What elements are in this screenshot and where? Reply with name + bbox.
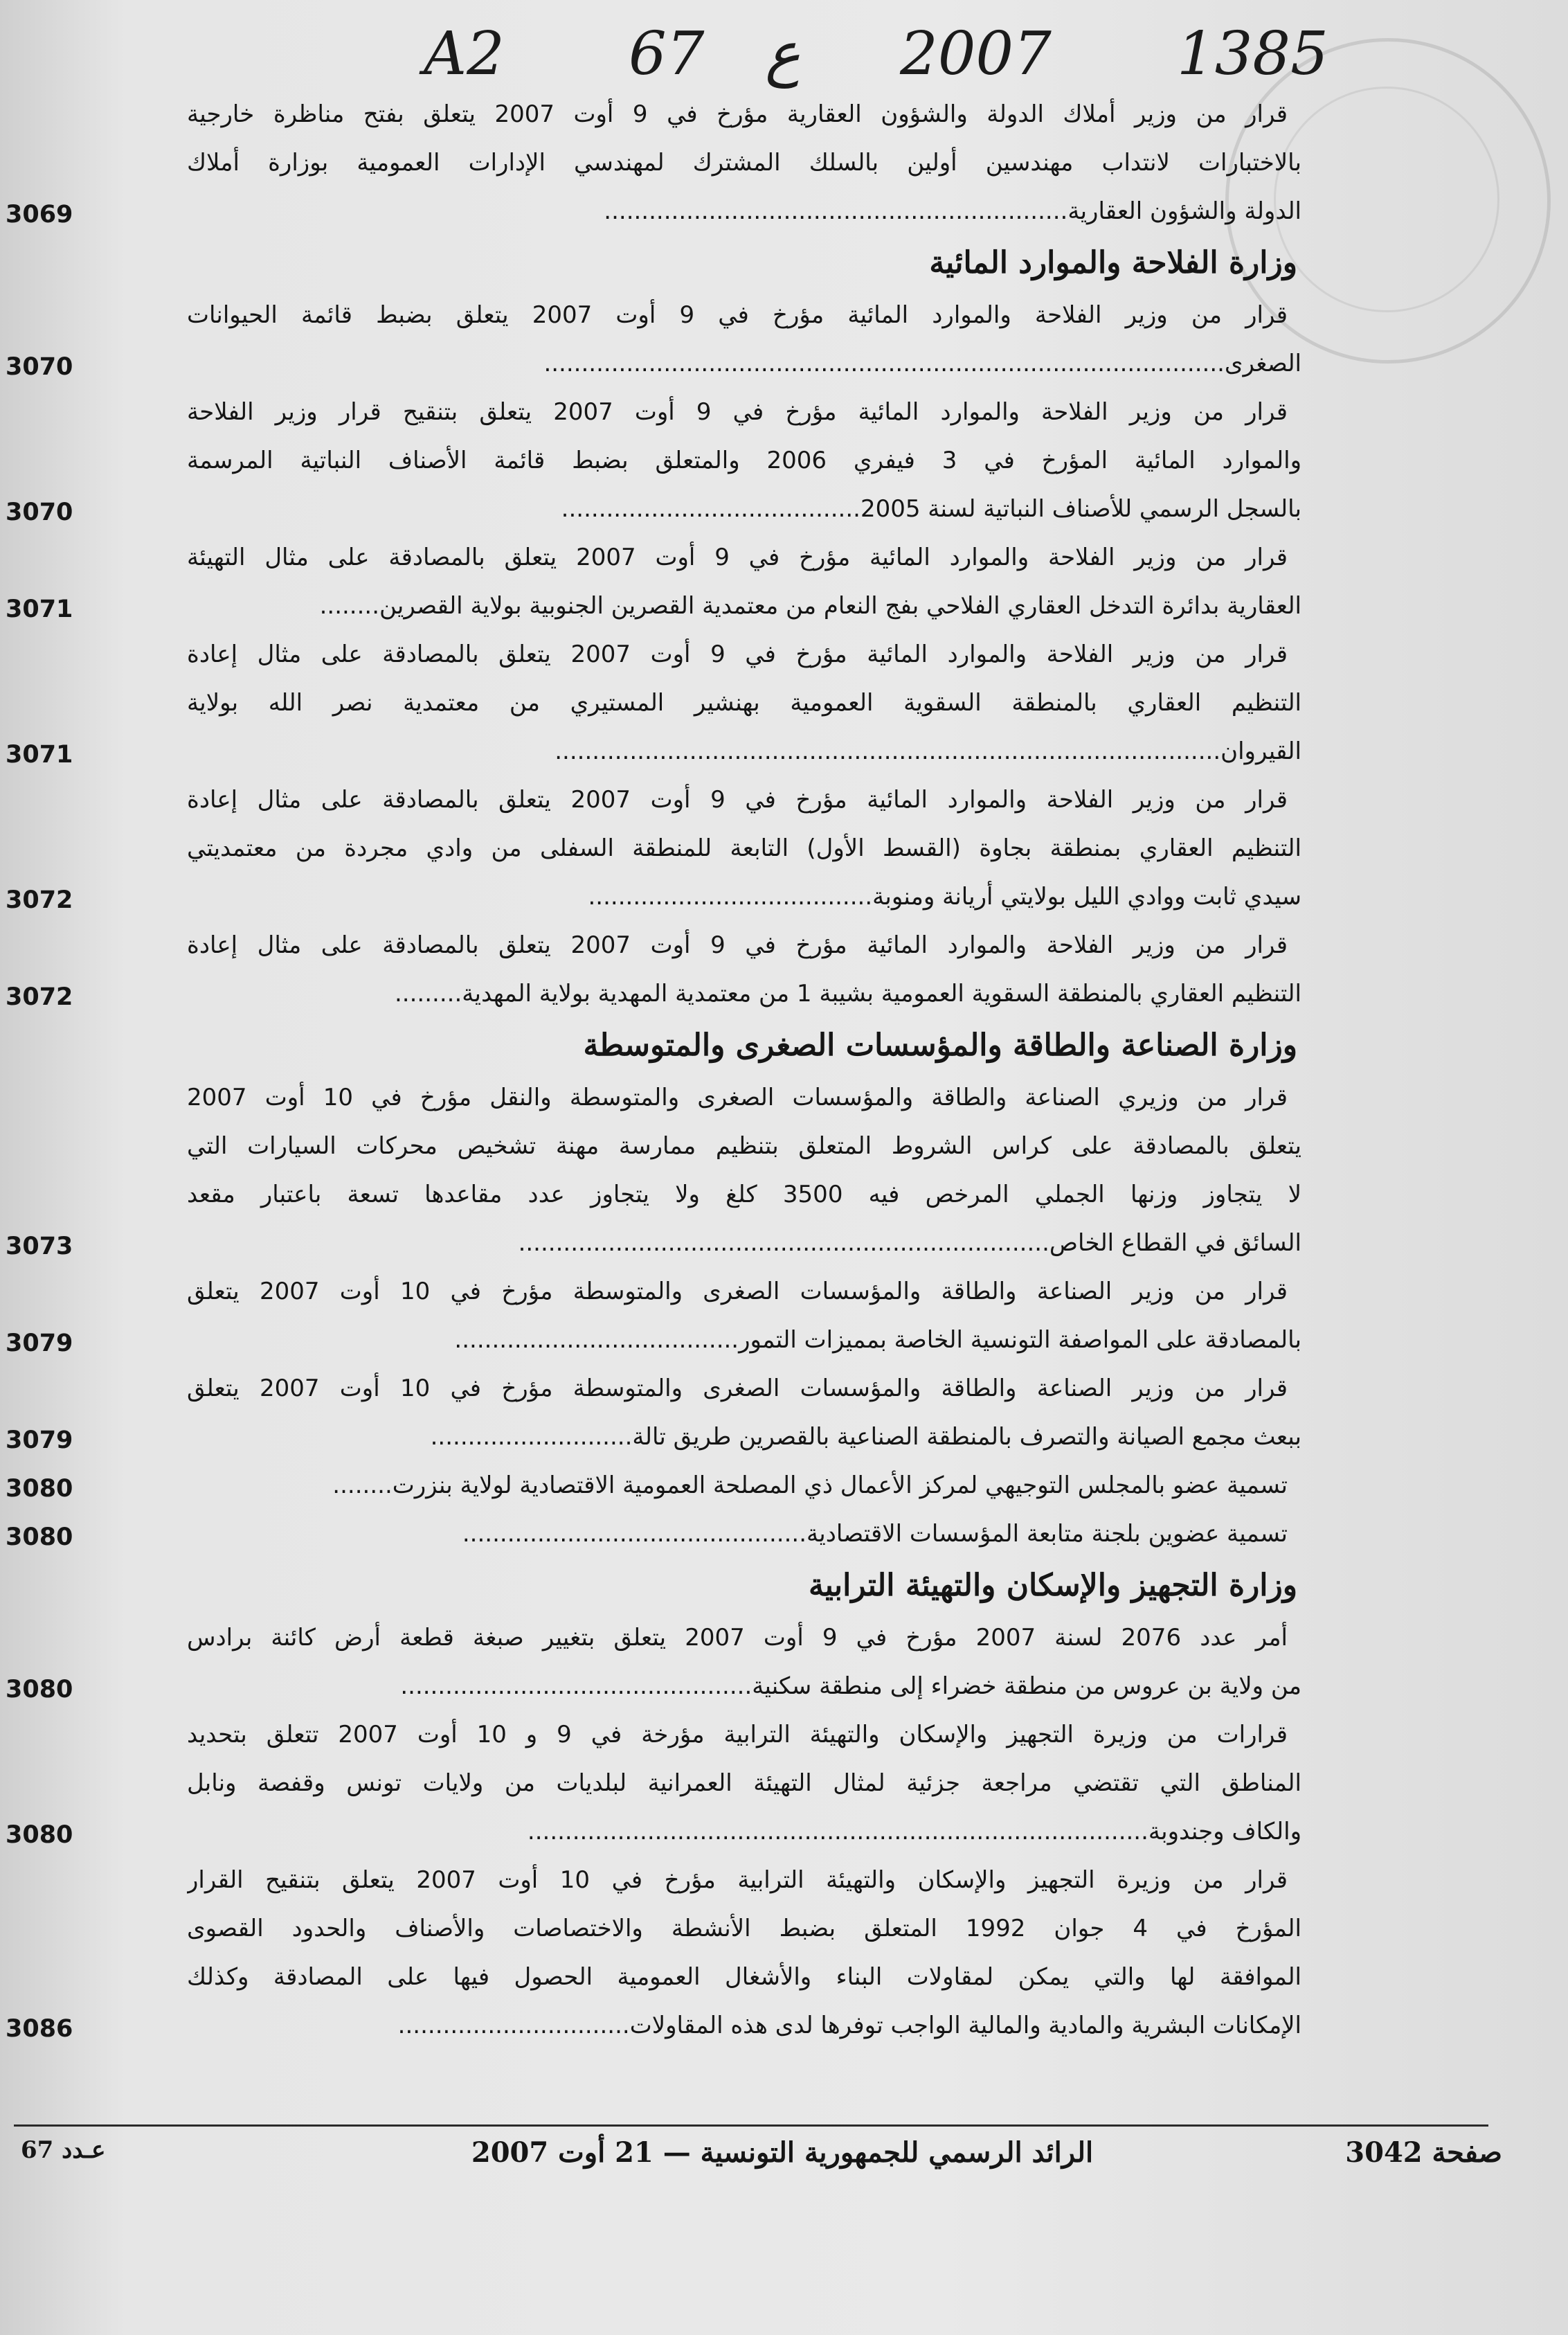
toc-page-number: 3071 <box>6 741 73 769</box>
toc-entry <box>6 1461 1301 1510</box>
toc-entry <box>6 921 1301 1018</box>
toc-entry <box>6 1267 1301 1364</box>
toc-entry-line: ببعث مجمع الصيانة والتصرف بالمنطقة الصناعية بالقصرين طريق تالة........................... <box>430 1423 1301 1451</box>
toc-page-number: 3080 <box>6 1523 73 1551</box>
footer-issue-number: عـدد 67 <box>21 2136 106 2164</box>
footer-page-number: صفحة 3042 <box>1345 2136 1502 2169</box>
handwritten-note-a2: A2 <box>424 19 505 89</box>
toc-entry-line: قرارات من وزيرة التجهيز والإسكان والتهيئة الترابية مؤرخة في 9 و 10 أوت 2007 تتعلق بتحديد <box>187 1721 1288 1748</box>
toc-page-number: 3086 <box>6 2015 73 2043</box>
toc-entry-line: قرار من وزيري الصناعة والطاقة والمؤسسات الصغرى والمتوسطة والنقل مؤرخ في 10 أوت 2007 <box>187 1084 1288 1111</box>
toc-entry <box>6 291 1301 388</box>
toc-page-number: 3079 <box>6 1330 73 1357</box>
toc-entry-line: السائق في القطاع الخاص....................................................................... <box>518 1229 1301 1257</box>
toc-page-number: 3080 <box>6 1475 73 1503</box>
section-title: وزارة الصناعة والطاقة والمؤسسات الصغرى والمتوسطة <box>583 1028 1297 1063</box>
toc-entry-line: التنظيم العقاري بالمنطقة السقوية العمومية بهنشير المستيري من معتمدية نصر الله بولاية <box>187 689 1301 717</box>
toc-entry-line: أمر عدد 2076 لسنة 2007 مؤرخ في 9 أوت 2007 يتعلق بتغيير صبغة قطعة أرض كائنة برادس <box>187 1624 1288 1652</box>
faded-stamp-inner <box>1274 87 1499 312</box>
toc-entry <box>6 630 1301 776</box>
toc-page-number: 3072 <box>6 983 73 1011</box>
toc-entry-line: التنظيم العقاري بالمنطقة السقوية العمومية بشيبة 1 من معتمدية المهدية بولاية المهدية......... <box>395 980 1301 1008</box>
handwritten-note-1385: 1385 <box>1177 19 1328 89</box>
toc-entry-line: يتعلق بالمصادقة على كراس الشروط المتعلق بتنظيم ممارسة مهنة تشخيص محركات السيارات التي <box>187 1132 1301 1160</box>
toc-entry-line: تسمية عضوين بلجنة متابعة المؤسسات الاقتصادية.............................................. <box>462 1520 1288 1548</box>
toc-entry-line: قرار من وزير الفلاحة والموارد المائية مؤرخ في 9 أوت 2007 يتعلق بالمصادقة على مثال التهيئة <box>187 544 1288 571</box>
toc-entry-line: المؤرخ في 4 جوان 1992 المتعلق بضبط الأنشطة والاختصاصات والأصناف والحدود القصوى <box>187 1915 1301 1942</box>
handwritten-note-2007: 2007 <box>900 19 1052 89</box>
toc-entry <box>6 90 1301 235</box>
toc-entry-line: قرار من وزير الفلاحة والموارد المائية مؤرخ في 9 أوت 2007 يتعلق بضبط قائمة الحيوانات <box>187 301 1288 329</box>
toc-entry-line: قرار من وزير الصناعة والطاقة والمؤسسات الصغرى والمتوسطة مؤرخ في 10 أوت 2007 يتعلق <box>187 1278 1288 1305</box>
toc-entry-line: والكاف وجندوبة................................................................................... <box>527 1818 1301 1845</box>
toc-entry-line: الدولة والشؤون العقارية.............................................................. <box>604 197 1301 225</box>
section-title: وزارة التجهيز والإسكان والتهيئة الترابية <box>809 1568 1297 1603</box>
toc-entry-line: التنظيم العقاري بمنطقة بجاوة (القسط الأول) التابعة للمنطقة السفلى من وادي مجردة من معتمديتي <box>187 834 1301 862</box>
toc-page-number: 3069 <box>6 201 73 229</box>
toc-entry <box>6 776 1301 921</box>
footer-journal-title: الرائد الرسمي للجمهورية التونسية — 21 أوت 2007 <box>471 2136 1094 2169</box>
toc-entry-line: قرار من وزير أملاك الدولة والشؤون العقارية مؤرخ في 9 أوت 2007 يتعلق بفتح مناظرة خارجية <box>187 100 1288 128</box>
toc-entry-line: الإمكانات البشرية والمادية والمالية الواجب توفرها لدى هذه المقاولات............................... <box>397 2012 1301 2039</box>
toc-entry-line: والموارد المائية المؤرخ في 3 فيفري 2006 والمتعلق بضبط قائمة الأصناف النباتية المرسمة <box>187 447 1301 474</box>
toc-page-number: 3071 <box>6 596 73 623</box>
table-of-contents <box>6 90 1301 2050</box>
toc-entry-line: قرار من وزير الفلاحة والموارد المائية مؤرخ في 9 أوت 2007 يتعلق بالمصادقة على مثال إعادة <box>187 641 1288 668</box>
footer-divider <box>14 2124 1488 2127</box>
toc-entry <box>6 1510 1301 1558</box>
toc-entry <box>6 1364 1301 1461</box>
toc-entry-line: القيروان......................................................................................... <box>555 737 1301 765</box>
toc-entry-line: من ولاية بن عروس من منطقة خضراء إلى منطقة سكنية............................................... <box>400 1672 1301 1700</box>
toc-page-number: 3070 <box>6 353 73 381</box>
toc-entry <box>6 533 1301 630</box>
toc-entry-line: لا يتجاوز وزنها الجملي المرخص فيه 3500 كلغ ولا يتجاوز عدد مقاعدها تسعة باعتبار مقعد <box>187 1181 1301 1208</box>
toc-entry-line: قرار من وزيرة التجهيز والإسكان والتهيئة الترابية مؤرخ في 10 أوت 2007 يتعلق بتنقيح القرار <box>187 1866 1288 1894</box>
toc-entry-line: بالاختبارات لانتداب مهندسين أولين بالسلك المشترك لمهندسي الإدارات العمومية بوزارة أملاك <box>187 149 1301 177</box>
toc-page-number: 3080 <box>6 1821 73 1849</box>
handwritten-note-67: 67 <box>629 19 705 89</box>
toc-entry-line: المناطق التي تقتضي مراجعة جزئية لمثال التهيئة العمرانية لبلديات من ولايات تونس وقفصة ونابل <box>187 1769 1301 1797</box>
toc-entry-line: تسمية عضو بالمجلس التوجيهي لمركز الأعمال ذي المصلحة العمومية الاقتصادية لولاية بنزرت........ <box>332 1471 1288 1499</box>
toc-page-number: 3073 <box>6 1233 73 1260</box>
toc-entry-line: قرار من وزير الصناعة والطاقة والمؤسسات الصغرى والمتوسطة مؤرخ في 10 أوت 2007 يتعلق <box>187 1375 1288 1402</box>
toc-entry-line: الموافقة لها والتي يمكن لمقاولات البناء والأشغال العمومية الحصول فيها على المصادقة وكذلك <box>187 1963 1301 1991</box>
toc-entry-line: قرار من وزير الفلاحة والموارد المائية مؤرخ في 9 أوت 2007 يتعلق بتنقيح قرار وزير الفلاحة <box>187 398 1288 426</box>
toc-page-number: 3080 <box>6 1676 73 1703</box>
toc-entry <box>6 1613 1301 1710</box>
toc-entry-line: بالمصادقة على المواصفة التونسية الخاصة بمميزات التمور...................................... <box>454 1326 1301 1354</box>
toc-entry-line: العقارية بدائرة التدخل العقاري الفلاحي بفج النعام من معتمدية القصرين الجنوبية بولاية القصرين........ <box>319 592 1301 620</box>
section-title: وزارة الفلاحة والموارد المائية <box>929 245 1297 280</box>
toc-entry-line: بالسجل الرسمي للأصناف النباتية لسنة 2005........................................ <box>561 495 1301 523</box>
toc-entry <box>6 388 1301 533</box>
toc-entry <box>6 1856 1301 2050</box>
page-footer <box>0 2136 1568 2192</box>
handwritten-note-ain: ع <box>765 19 801 89</box>
toc-entry <box>6 1710 1301 1856</box>
toc-entry-line: قرار من وزير الفلاحة والموارد المائية مؤرخ في 9 أوت 2007 يتعلق بالمصادقة على مثال إعادة <box>187 786 1288 814</box>
toc-entry-line: قرار من وزير الفلاحة والموارد المائية مؤرخ في 9 أوت 2007 يتعلق بالمصادقة على مثال إعادة <box>187 931 1288 959</box>
toc-page-number: 3070 <box>6 499 73 526</box>
toc-entry-line: سيدي ثابت ووادي الليل بولايتي أريانة ومنوبة...................................... <box>588 883 1301 911</box>
toc-entry <box>6 1073 1301 1267</box>
toc-page-number: 3072 <box>6 886 73 914</box>
toc-entry-line: الصغرى........................................................................................... <box>543 350 1301 377</box>
toc-page-number: 3079 <box>6 1426 73 1454</box>
